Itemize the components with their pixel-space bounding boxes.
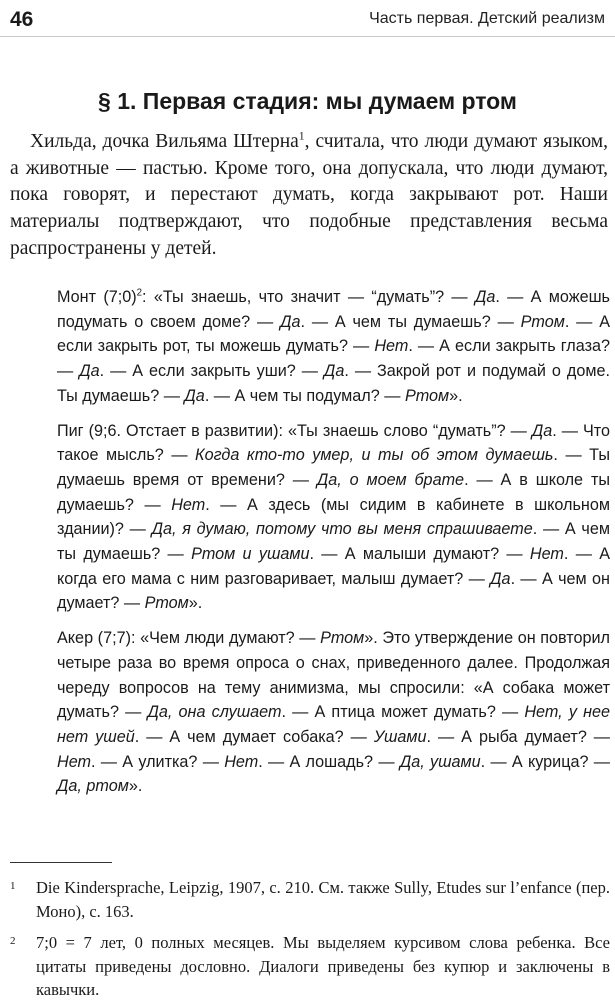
dialog-text: . — А чем ты думаешь? — bbox=[300, 312, 521, 331]
footnote-1 bbox=[10, 876, 610, 923]
dialog-text: Акер (7;7): «Чем люди думают? — bbox=[57, 629, 321, 648]
child-answer: Нет bbox=[57, 752, 91, 771]
header-divider bbox=[0, 36, 615, 37]
child-answer: Да, она слушает bbox=[147, 703, 282, 722]
page-number: 46 bbox=[10, 8, 34, 31]
child-answer: Ртом bbox=[320, 629, 365, 648]
child-answer: Нет bbox=[171, 495, 206, 514]
child-answer: Ртом bbox=[144, 594, 189, 613]
dialog-mont bbox=[57, 285, 610, 409]
dialog-pig bbox=[57, 419, 610, 617]
footnote-text: 7;0 = 7 лет, 0 полных месяцев. Мы выделяем курсивом слова ребенка. Все цитаты приведены дословно. Диалоги приведены без купюр и заключены в кавычки. bbox=[36, 933, 610, 999]
dialog-text: ». bbox=[188, 594, 203, 613]
dialog-text: . — А если закрыть уши? — bbox=[99, 362, 324, 381]
dialog-text: . — Что такое мысль? — bbox=[57, 421, 610, 465]
footnote-mark: 1 bbox=[10, 880, 16, 892]
child-answer: Да bbox=[490, 569, 511, 588]
dialog-text: . — А здесь (мы сидим в кабинете в школьном здании)? — bbox=[57, 495, 610, 539]
dialog-text: . — Закрой рот и подумай о доме. Ты думаешь? — bbox=[57, 362, 610, 405]
child-answer: Да, ртом bbox=[57, 777, 129, 796]
dialog-text: ». bbox=[128, 777, 143, 796]
child-answer: Нет, у нее нет ушей bbox=[57, 703, 610, 746]
dialog-text: . — А птица может думать? — bbox=[281, 703, 525, 722]
dialog-text: . — А в школе ты думаешь? — bbox=[57, 470, 611, 514]
footnote-divider bbox=[10, 862, 112, 863]
child-answer: Когда кто-то умер, и ты об этом думаешь bbox=[195, 446, 554, 465]
running-head: Часть первая. Детский реализм bbox=[369, 10, 605, 27]
dialog-text: . — Ты думаешь время от времени? — bbox=[57, 446, 610, 489]
child-answer: Нет bbox=[374, 337, 409, 356]
child-answer: Да bbox=[323, 362, 345, 381]
dialog-text: . — А если закрыть глаза? — bbox=[57, 337, 610, 381]
dialog-text: . — А можешь подумать о своем доме? — bbox=[57, 288, 610, 331]
child-answer: Да, ушами bbox=[399, 752, 481, 771]
child-answer: Нет bbox=[224, 752, 259, 771]
dialog-text: . — А малыши думают? — bbox=[309, 545, 530, 564]
child-answer: Да bbox=[79, 362, 100, 381]
footnote-ref-1[interactable]: 1 bbox=[298, 129, 305, 143]
child-answer: Ртом bbox=[404, 386, 450, 405]
footnote-ref-2[interactable]: 2 bbox=[136, 287, 143, 299]
dialog-text: ». bbox=[449, 386, 463, 405]
footnote-text: Die Kindersprache, Leipzig, 1907, с. 210. См. также Sully, Etudes sur l’enfance (пер. Моно), с. 163. bbox=[36, 878, 610, 921]
child-answer: Ушами bbox=[373, 727, 427, 746]
dialog-text: . — А когда его мама с ним разговаривает, малыш думает? — bbox=[57, 545, 610, 588]
intro-text-end: , считала, что люди думают языком, а животные — пастью. Кроме того, она допускала, что люди думают, пока говорят, и перестают думать, когда закрывают рот. Наши материалы подтверждают, что подобные представления весьма распространены у детей. bbox=[10, 131, 608, 259]
child-answer: Да bbox=[531, 421, 553, 440]
dialog-text: . — А улитка? — bbox=[91, 752, 225, 771]
child-answer: Нет bbox=[529, 545, 564, 564]
child-answer: Да bbox=[474, 288, 496, 306]
dialog-aker bbox=[57, 626, 610, 799]
dialog-excerpts bbox=[57, 285, 610, 809]
dialog-text: . — А если закрыть рот, ты можешь думать? — bbox=[57, 312, 610, 356]
footnote-2 bbox=[10, 931, 610, 1002]
section-title: § 1. Первая стадия: мы думаем ртом bbox=[98, 88, 517, 114]
child-answer: Да, о моем брате bbox=[316, 470, 465, 489]
dialog-text: . — А рыба думает? — bbox=[426, 727, 610, 746]
dialog-text: ». Это утверждение он повторил четыре раза во время опроса о снах, приведенного далее. Продолжая череду вопросов на тему анимизма, мы спросили: «А собака может думать? — bbox=[57, 629, 610, 722]
child-answer: Да bbox=[280, 312, 301, 331]
dialog-text: Монт (7;0) bbox=[57, 288, 137, 306]
child-answer: Да bbox=[184, 386, 205, 405]
child-answer: Ртом и ушами bbox=[191, 545, 310, 564]
dialog-text: . — А чем думает собака? — bbox=[134, 727, 374, 746]
intro-text-start: Хильда, дочка Вильяма Штерна bbox=[30, 131, 299, 152]
footnote-mark: 2 bbox=[10, 935, 16, 947]
dialog-text: . — А чем он думает? — bbox=[57, 569, 610, 613]
intro-paragraph bbox=[10, 129, 608, 263]
child-answer: Ртом bbox=[520, 312, 565, 331]
dialog-text: . — А чем ты подумал? — bbox=[204, 386, 405, 405]
dialog-text: . — А чем ты думаешь? — bbox=[57, 520, 610, 564]
dialog-text: Пиг (9;6. Отстает в развитии): «Ты знаешь слово “думать”? — bbox=[57, 421, 532, 440]
dialog-text: : «Ты знаешь, что значит — “думать”? — bbox=[142, 288, 475, 306]
dialog-text: . — А лошадь? — bbox=[258, 752, 400, 771]
dialog-text: . — А курица? — bbox=[480, 752, 610, 771]
child-answer: Да, я думаю, потому что вы меня спрашиваете bbox=[151, 520, 533, 539]
